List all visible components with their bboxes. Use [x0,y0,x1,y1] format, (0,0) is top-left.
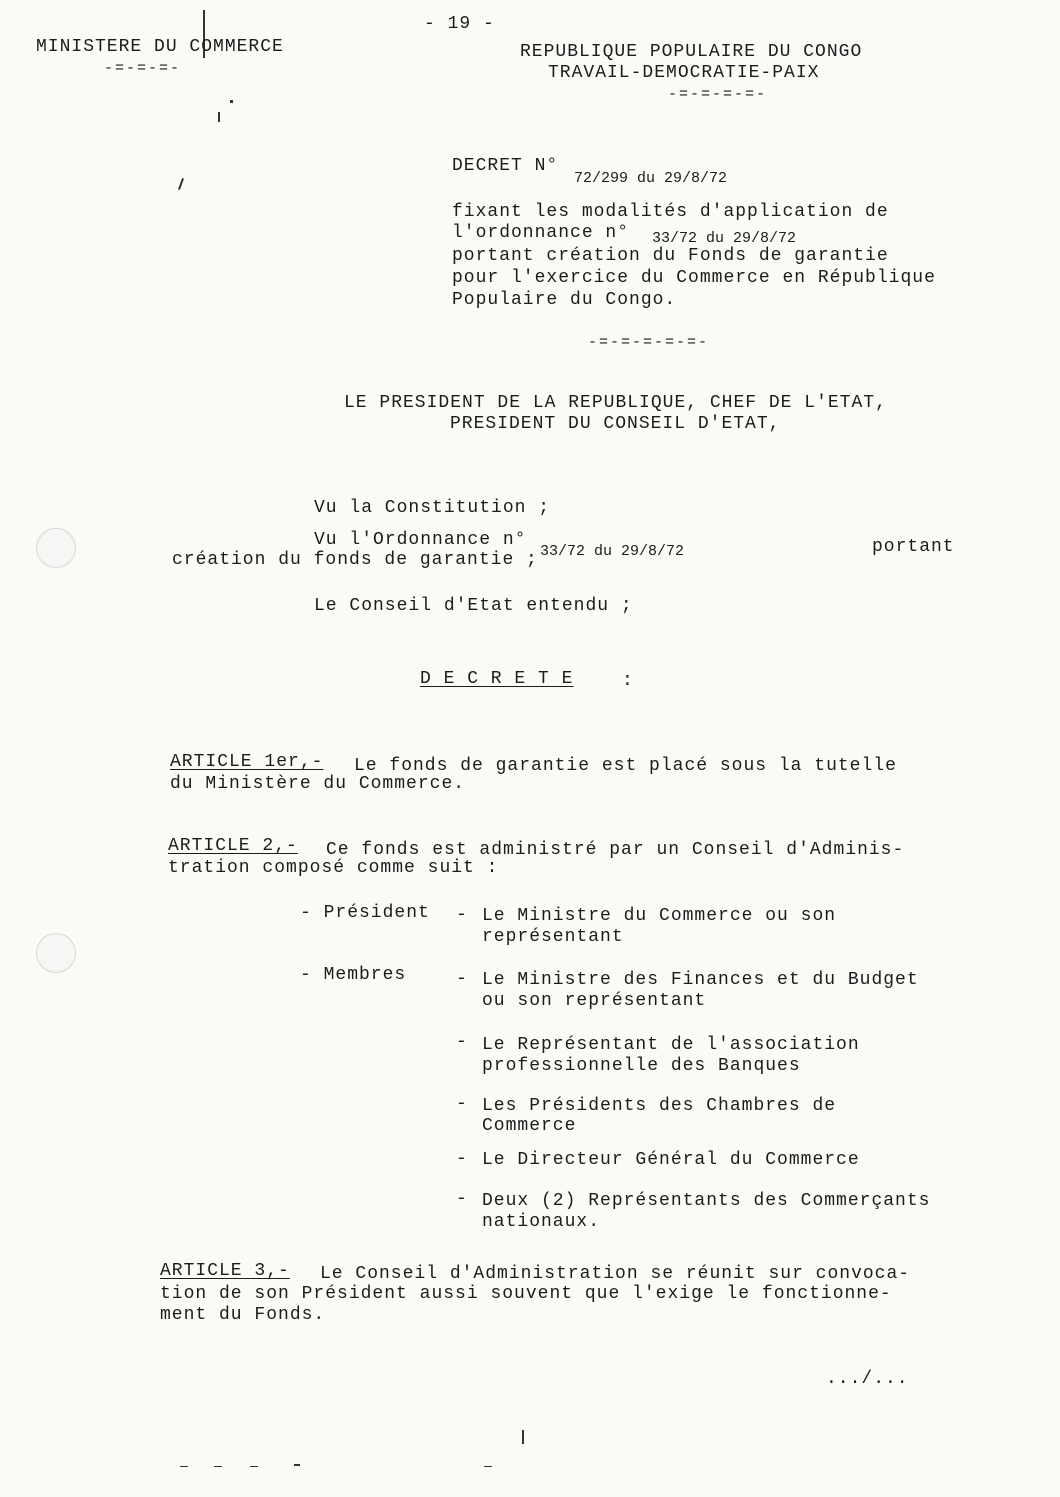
member-1-line-1: Le Ministre des Finances et du Budget [482,970,919,990]
ministry-ornament: -=-=-=- [104,60,182,77]
article-2-text-2: tration composé comme suit : [168,858,499,878]
page-number: - 19 - [424,14,495,34]
article-3-text-2: tion de son Président aussi souvent que l'exige le fonctionne- [160,1284,892,1304]
decree-title-prefix: DECRET N° [452,156,559,176]
article-1-text-2: du Ministère du Commerce. [170,774,466,794]
president-line-1: LE PRESIDENT DE LA REPUBLIQUE, CHEF DE L'ETAT, [344,393,887,413]
decrete-heading: D E C R E T E [420,669,574,689]
decree-subject-line-4: pour l'exercice du Commerce en République [452,268,936,288]
continuation-mark: .../... [826,1369,909,1389]
visa-conseil: Le Conseil d'Etat entendu ; [314,596,633,616]
president-line-2: PRESIDENT DU CONSEIL D'ETAT, [450,414,781,434]
decree-subject-line-1: fixant les modalités d'application de [452,202,889,222]
decree-subject-line-2: l'ordonnance n° [452,223,630,243]
visa-ordonnance-end: création du fonds de garantie ; [172,550,538,570]
decree-ornament: -=-=-=-=-=- [588,334,710,351]
member-dash: - [456,1032,468,1052]
article-1-text-1: Le fonds de garantie est placé sous la tutelle [354,756,897,776]
decree-ordinance-ref: 33/72 du 29/8/72 [652,230,797,247]
bottom-mark [484,1466,492,1467]
margin-mark [230,100,233,103]
composition-dash: - [456,905,468,925]
bottom-mark [214,1466,222,1467]
member-1-line-2: ou son représentant [482,991,707,1011]
visa-ordonnance-start: Vu l'Ordonnance n° [314,530,527,550]
article-3-label: ARTICLE 3,- [160,1261,290,1281]
member-3-line-1: Les Présidents des Chambres de [482,1096,837,1116]
composition-president-label: - Président [300,903,430,923]
member-4-line-1: Le Directeur Général du Commerce [482,1150,860,1170]
motto-ornament: -=-=-=-=- [668,86,768,103]
bottom-mark [522,1430,524,1444]
member-dash: - [456,1189,468,1209]
republic-name: REPUBLIQUE POPULAIRE DU CONGO [520,42,863,62]
member-dash: - [456,969,468,989]
decrete-colon: : [622,671,634,691]
composition-president-value-2: représentant [482,927,624,947]
visa-ordonnance-portant: portant [872,537,955,557]
decree-subject-line-3: portant création du Fonds de garantie [452,246,889,266]
ministry-name: MINISTERE DU COMMERCE [36,37,284,57]
member-5-line-2: nationaux. [482,1212,601,1232]
visa-ordonnance-ref: 33/72 du 29/8/72 [540,543,685,560]
article-1-label: ARTICLE 1er,- [170,752,324,772]
bottom-mark [250,1466,258,1467]
decree-title-number: 72/299 du 29/8/72 [574,170,728,187]
composition-president-value-1: Le Ministre du Commerce ou son [482,906,837,926]
member-5-line-1: Deux (2) Représentants des Commerçants [482,1191,931,1211]
decree-subject-line-5: Populaire du Congo. [452,290,677,310]
member-2-line-2: professionnelle des Banques [482,1056,801,1076]
punch-hole-top [36,528,76,568]
visa-constitution: Vu la Constitution ; [314,498,551,518]
margin-mark [178,178,184,190]
article-2-label: ARTICLE 2,- [168,836,298,856]
member-2-line-1: Le Représentant de l'association [482,1035,860,1055]
member-3-line-2: Commerce [482,1116,577,1136]
member-dash: - [456,1149,468,1169]
composition-membres-label: - Membres [300,965,407,985]
member-dash: - [456,1094,468,1114]
article-3-text-1: Le Conseil d'Administration se réunit sur convoca- [320,1264,911,1284]
article-2-text-1: Ce fonds est administré par un Conseil d'Adminis- [326,840,905,860]
article-3-text-3: ment du Fonds. [160,1305,326,1325]
margin-mark [218,112,220,122]
republic-motto: TRAVAIL-DEMOCRATIE-PAIX [548,63,820,83]
bottom-mark [294,1464,300,1466]
punch-hole-bottom [36,933,76,973]
bottom-mark [180,1466,188,1467]
